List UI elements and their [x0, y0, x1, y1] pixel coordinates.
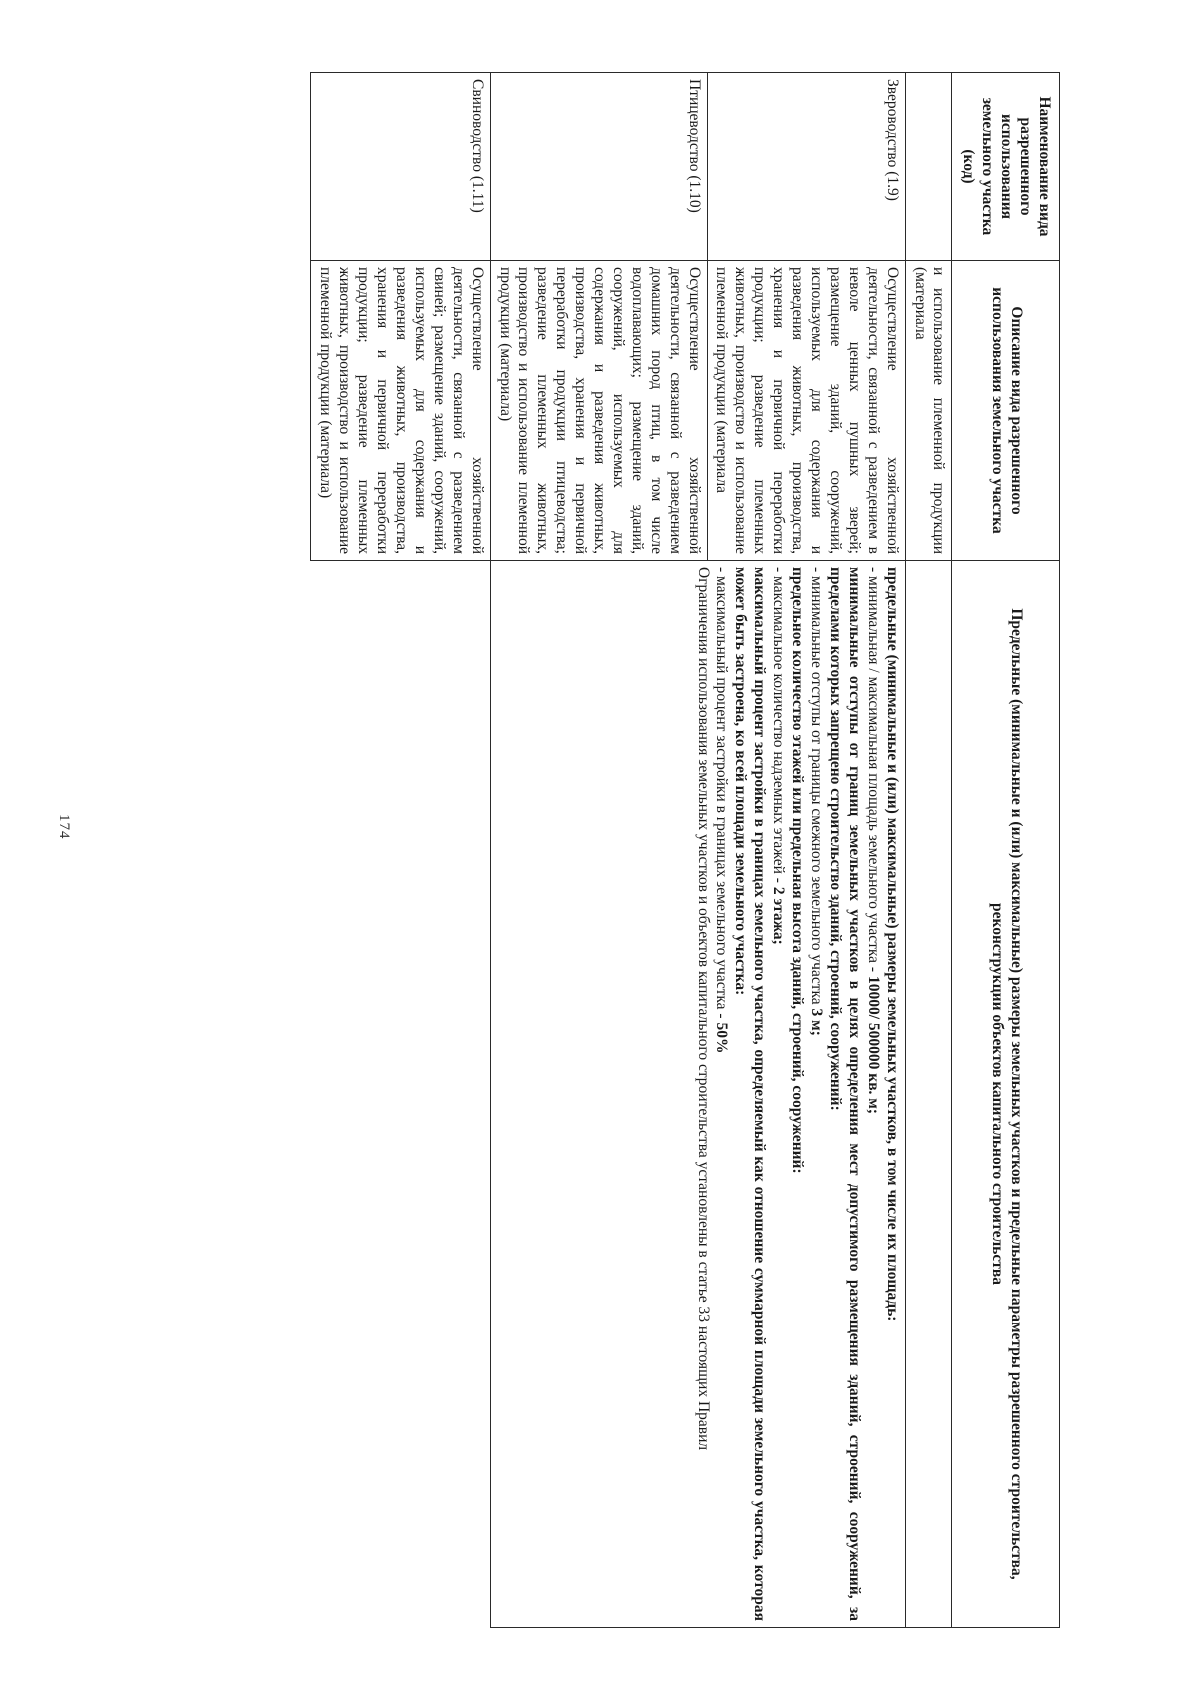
land-use-table — [310, 72, 1060, 1628]
header-parameters: Предельные (минимальные и (или) максимальные) размеры земельных участков и предельные параметры разрешенного строительства, реконструкции объектов капитального строительства — [952, 561, 1060, 1628]
cell-code: Звероводство (1.9) — [707, 73, 905, 261]
cell-code: Свиноводство (1.11) — [311, 73, 490, 261]
header-code: Наименование вида разрешенного использования земельного участка (код) — [952, 73, 1060, 261]
cell-parameters-empty — [311, 561, 490, 1628]
header-description: Описание вида разрешенного использования земельного участка — [952, 261, 1060, 561]
param-coverage-value: - максимальный процент застройки в границах земельного участка - 50% — [713, 567, 731, 1054]
table-row-continuation — [905, 73, 952, 1628]
cell-code — [905, 73, 952, 261]
cell-description: Осуществление хозяйственной деятельности, связанной с разведением свиней; размещение зданий, сооружений, используемых для содержания и разведения животных, производства, хранения и первичной переработки продукции; разведение племенных животных, производство и использование племенной продукции (материала) — [311, 261, 490, 561]
param-sizes-heading: предельные (минимальные и (или) максимальные) размеры земельных участков, в том числе их площадь: — [883, 567, 901, 1322]
cell-description: Осуществление хозяйственной деятельности, связанной с разведением в неволе ценных пушных зверей; размещение зданий, сооружений, используемых для содержания и разведения животных, производства, хранения и первичной переработки продукции; разведение племенных животных, производство и использование племенной продукции (материала — [707, 261, 905, 561]
cell-description: и использование племенной продукции (материала — [905, 261, 952, 561]
cell-description: Осуществление хозяйственной деятельности, связанной с разведением домашних пород птиц, в том числе водоплавающих; размещение зданий, сооружений, используемых для содержания и разведения животных, производства, хранения и первичной переработки продукции птицеводства; разведение племенных животных, производство и использование племенной продукции (материала) — [490, 261, 707, 561]
param-floors-heading: предельное количество этажей или предельная высота зданий, строений, сооружений: — [789, 567, 807, 1174]
page-number: 174 — [56, 814, 72, 840]
param-setback-value: - минимальные отступы от границы смежного земельного участка 3 м; — [808, 567, 826, 1036]
param-restrictions-note: Ограничения использования земельных участков и объектов капитального строительства установлены в статье 33 настоящих Правил — [694, 567, 712, 1451]
table-row — [707, 73, 905, 1628]
param-floors-value: - максимальное количество надземных этажей - 2 этажа; — [770, 567, 788, 945]
param-setbacks-heading: минимальные отступы от границ земельных участков в целях определения мест допустимого размещения зданий, строений, сооружений, за пределами которых запрещено строительство зданий, строений, сооружений: — [826, 567, 863, 1621]
cell-code: Птицеводство (1.10) — [490, 73, 707, 261]
rotated-document-page — [56, 72, 1060, 1627]
table-header-row — [952, 73, 1060, 1628]
param-coverage-heading: максимальный процент застройки в границах земельного участка, определяемый как отношение суммарной площади земельного участка, которая может быть застроена, ко всей площади земельного участка: — [732, 567, 769, 1621]
table-row — [311, 73, 490, 1628]
param-area: - минимальная / максимальная площадь земельного участка - 10000/ 500000 кв. м; — [864, 567, 882, 1115]
cell-parameters — [905, 561, 952, 1628]
cell-parameters — [490, 561, 905, 1628]
